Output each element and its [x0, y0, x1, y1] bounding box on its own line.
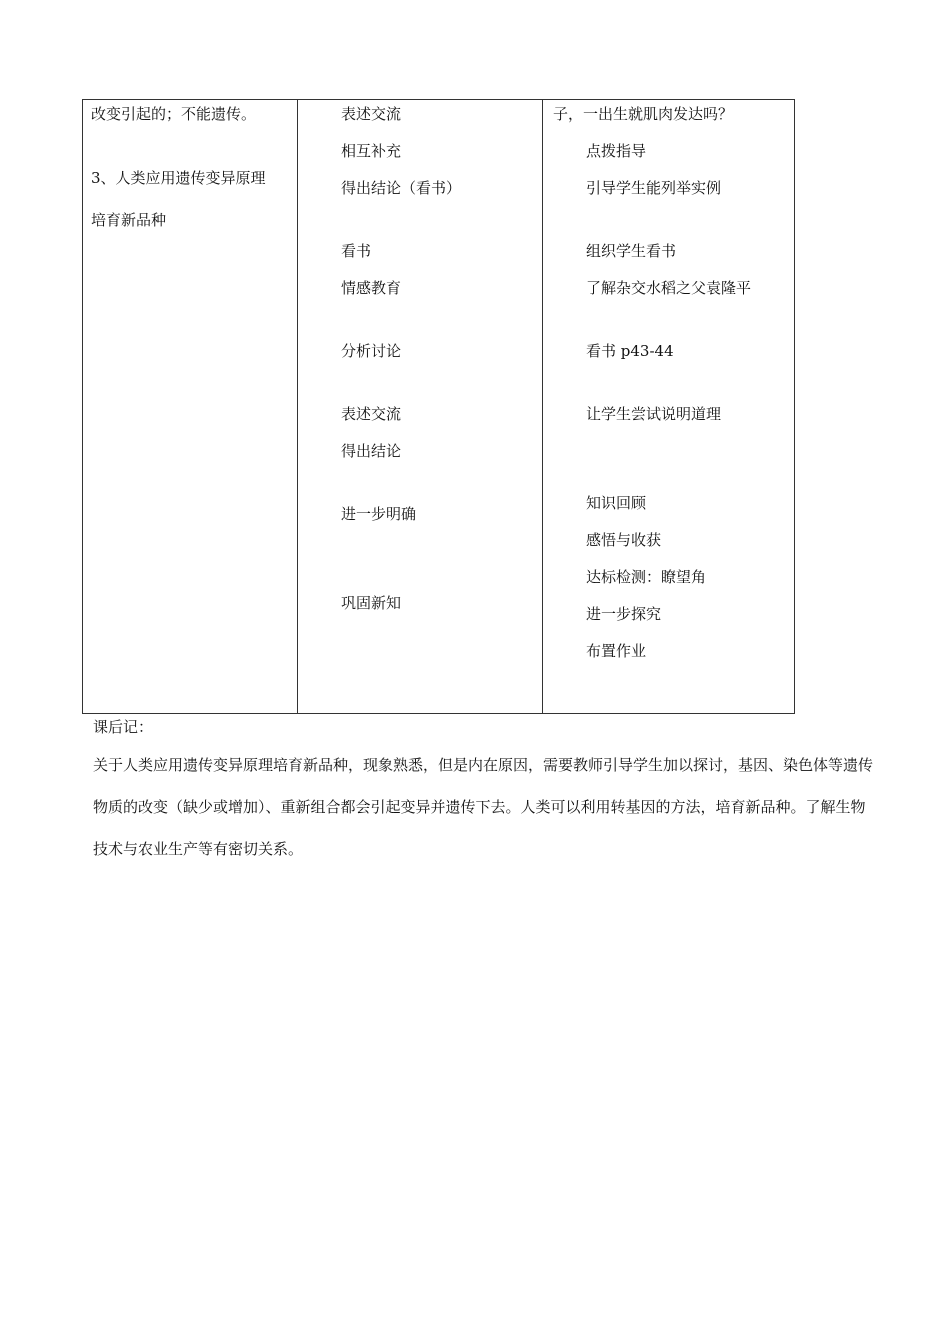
activity-line: 分析讨论: [341, 342, 402, 360]
guidance-line: 引导学生能列举实例: [586, 179, 722, 197]
lesson-table: [82, 99, 795, 714]
guidance-line: 看书 p43-44: [586, 342, 674, 360]
guidance-line: 子，一出生就肌肉发达吗？: [553, 105, 734, 123]
teacher-guidance-column: [542, 100, 794, 713]
notes-title: 课后记：: [93, 718, 154, 736]
guidance-line: 让学生尝试说明道理: [586, 405, 722, 423]
content-line: 3、人类应用遗传变异原理: [91, 169, 266, 187]
guidance-line: 点拨指导: [586, 142, 647, 160]
guidance-line: 进一步探究: [586, 605, 662, 623]
activity-line: 相互补充: [341, 142, 402, 160]
guidance-line: 布置作业: [586, 642, 647, 660]
activity-line: 看书: [341, 242, 372, 260]
guidance-line: 了解杂交水稻之父袁隆平: [586, 279, 752, 297]
notes-paragraph: 关于人类应用遗传变异原理培育新品种，现象熟悉，但是内在原因，需要教师引导学生加以探讨，基因、染色体等遗传物质的改变（缺少或增加）、重新组合都会引起变异并遗传下去。人类可以利用转基因的方法，培育新品种。了解生物技术与农业生产等有密切关系。: [93, 756, 874, 858]
guidance-line: 感悟与收获: [586, 531, 662, 549]
content-line: 改变引起的；不能遗传。: [91, 105, 257, 123]
activity-line: 进一步明确: [341, 505, 417, 523]
activity-line: 巩固新知: [341, 594, 402, 612]
content-column: [83, 100, 297, 713]
activity-line: 表述交流: [341, 405, 402, 423]
content-line: 培育新品种: [91, 211, 167, 229]
activity-line: 情感教育: [341, 279, 402, 297]
guidance-line: 组织学生看书: [586, 242, 677, 260]
guidance-line: 知识回顾: [586, 494, 647, 512]
student-activity-column: [297, 100, 542, 713]
activity-line: 表述交流: [341, 105, 402, 123]
activity-line: 得出结论: [341, 442, 402, 460]
guidance-line: 达标检测：瞭望角: [586, 568, 707, 586]
activity-line: 得出结论（看书）: [341, 179, 462, 197]
